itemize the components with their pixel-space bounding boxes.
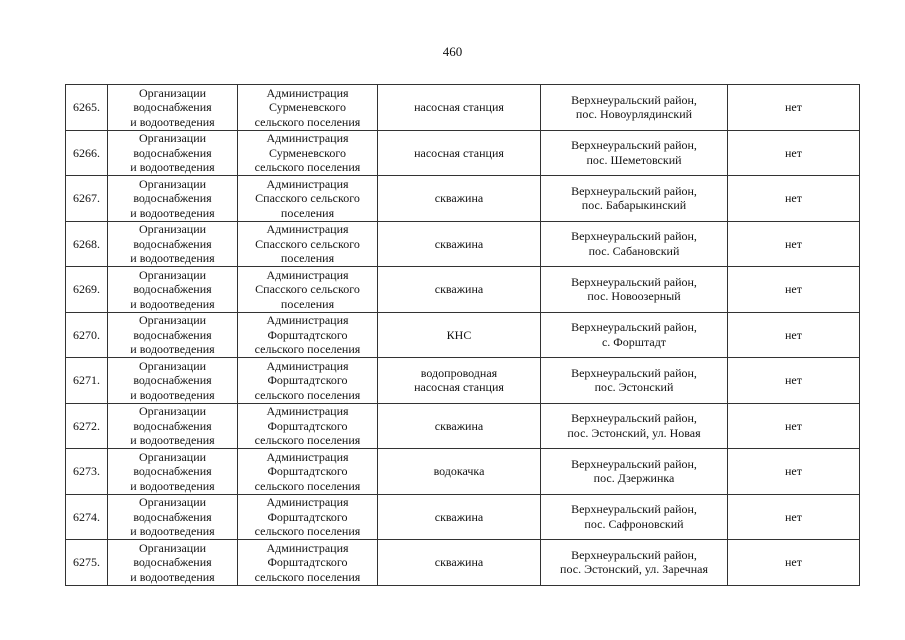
administration-line: Спасского сельского — [255, 191, 360, 205]
facility-type-cell — [378, 176, 541, 222]
organization-type-line: и водоотведения — [130, 387, 215, 402]
status-cell: нет — [728, 130, 860, 176]
location-line: Верхнеуральский район, — [571, 274, 697, 289]
organization-type-line: водоснабжения — [133, 191, 212, 205]
administration-cell — [238, 176, 378, 222]
facility-type-line: насосная станция — [414, 380, 504, 395]
administration-line: Спасского сельского — [255, 282, 360, 296]
facility-type-line: скважина — [434, 191, 484, 205]
organization-type-line: Организации — [138, 222, 207, 236]
organization-type-line: и водоотведения — [130, 433, 215, 447]
location-line: Верхнеуральский район, — [571, 138, 697, 153]
registry-table — [65, 84, 860, 586]
administration-line: Форштадтского — [267, 418, 348, 433]
organization-type-line: и водоотведения — [130, 478, 215, 493]
location-cell — [541, 358, 728, 404]
organization-type-line: водоснабжения — [133, 373, 212, 387]
administration-line: сельского поселения — [254, 478, 361, 493]
administration-line: сельского поселения — [254, 114, 361, 129]
table-row — [66, 130, 860, 176]
table-row — [66, 221, 860, 267]
location-line: Верхнеуральский район, — [571, 456, 697, 471]
location-line: Верхнеуральский район, — [571, 547, 697, 562]
row-number-cell: 6273. — [66, 449, 108, 495]
location-cell — [541, 312, 728, 358]
facility-type-line: насосная станция — [414, 100, 504, 114]
organization-type-cell — [108, 494, 238, 540]
administration-line: сельского поселения — [254, 160, 361, 174]
administration-line: Администрация — [266, 267, 349, 282]
location-cell — [541, 449, 728, 495]
administration-line: Форштадтского — [267, 555, 348, 569]
administration-line: сельского поселения — [254, 569, 361, 584]
location-line: пос. Дзержинка — [593, 471, 675, 486]
location-cell — [541, 176, 728, 222]
location-line: пос. Сафроновский — [584, 516, 684, 531]
location-line: пос. Эстонский, ул. Новая — [567, 425, 701, 440]
location-cell — [541, 403, 728, 449]
organization-type-cell — [108, 312, 238, 358]
organization-type-line: водоснабжения — [133, 282, 212, 296]
organization-type-line: Организации — [138, 449, 207, 464]
location-cell — [541, 267, 728, 313]
organization-type-line: водоснабжения — [133, 145, 212, 160]
administration-line: Администрация — [266, 85, 349, 100]
location-line: пос. Эстонский, ул. Заречная — [560, 562, 708, 577]
administration-line: Спасского сельского — [255, 236, 360, 251]
organization-type-line: и водоотведения — [130, 205, 215, 220]
organization-type-line: водоснабжения — [133, 327, 212, 342]
location-line: Верхнеуральский район, — [571, 229, 697, 244]
organization-type-line: и водоотведения — [130, 342, 215, 356]
location-line: Верхнеуральский район, — [571, 92, 697, 107]
row-number-cell: 6265. — [66, 85, 108, 131]
organization-type-line: Организации — [138, 85, 207, 100]
location-line: Верхнеуральский район, — [571, 502, 697, 517]
location-cell — [541, 494, 728, 540]
administration-line: Администрация — [266, 358, 349, 373]
organization-type-cell — [108, 267, 238, 313]
location-line: пос. Бабарыкинский — [581, 198, 687, 213]
table-row — [66, 449, 860, 495]
table-row — [66, 85, 860, 131]
administration-line: Администрация — [266, 404, 349, 418]
table-row — [66, 267, 860, 313]
facility-type-cell — [378, 494, 541, 540]
organization-type-line: и водоотведения — [130, 569, 215, 584]
row-number-cell: 6267. — [66, 176, 108, 222]
administration-line: Форштадтского — [267, 327, 348, 342]
location-line: пос. Новоурлядинский — [575, 107, 693, 122]
organization-type-line: Организации — [138, 540, 207, 555]
administration-cell — [238, 494, 378, 540]
organization-type-cell — [108, 540, 238, 586]
organization-type-line: Организации — [138, 176, 207, 191]
table-row — [66, 540, 860, 586]
location-line: пос. Шеметовский — [586, 152, 682, 167]
organization-type-line: водоснабжения — [133, 418, 212, 433]
facility-type-cell — [378, 403, 541, 449]
facility-type-line: скважина — [434, 509, 484, 524]
organization-type-cell — [108, 403, 238, 449]
facility-type-line: скважина — [434, 236, 484, 251]
organization-type-line: и водоотведения — [130, 524, 215, 538]
table-row — [66, 358, 860, 404]
administration-line: Сурменевского — [269, 100, 346, 114]
location-cell — [541, 85, 728, 131]
organization-type-line: Организации — [138, 358, 207, 373]
status-cell: нет — [728, 85, 860, 131]
administration-cell — [238, 449, 378, 495]
location-cell — [541, 130, 728, 176]
organization-type-cell — [108, 130, 238, 176]
table-row — [66, 176, 860, 222]
facility-type-line: скважина — [434, 418, 484, 433]
row-number-cell: 6268. — [66, 221, 108, 267]
page-number: 460 — [442, 44, 463, 59]
facility-type-line: скважина — [434, 555, 484, 569]
administration-line: Сурменевского — [269, 145, 346, 160]
administration-line: Форштадтского — [267, 464, 348, 478]
table-row — [66, 494, 860, 540]
location-line: Верхнеуральский район, — [571, 365, 697, 380]
organization-type-line: Организации — [138, 313, 207, 327]
facility-type-cell — [378, 85, 541, 131]
facility-type-cell — [378, 540, 541, 586]
location-line: пос. Эстонский — [594, 380, 674, 395]
organization-type-line: водоснабжения — [133, 509, 212, 524]
facility-type-line: насосная станция — [414, 145, 504, 160]
organization-type-cell — [108, 449, 238, 495]
organization-type-line: и водоотведения — [130, 114, 215, 129]
organization-type-line: Организации — [138, 404, 207, 418]
organization-type-cell — [108, 176, 238, 222]
organization-type-line: водоснабжения — [133, 555, 212, 569]
administration-line: Форштадтского — [267, 509, 348, 524]
facility-type-cell — [378, 267, 541, 313]
status-cell: нет — [728, 176, 860, 222]
facility-type-line: водокачка — [433, 464, 485, 478]
facility-type-line: КНС — [446, 327, 472, 342]
administration-line: Администрация — [266, 222, 349, 236]
facility-type-cell — [378, 449, 541, 495]
facility-type-line: водопроводная — [420, 365, 498, 380]
status-cell: нет — [728, 403, 860, 449]
organization-type-line: Организации — [138, 267, 207, 282]
administration-line: Администрация — [266, 495, 349, 509]
administration-cell — [238, 221, 378, 267]
administration-cell — [238, 312, 378, 358]
status-cell: нет — [728, 221, 860, 267]
administration-cell — [238, 403, 378, 449]
organization-type-line: водоснабжения — [133, 464, 212, 478]
administration-cell — [238, 540, 378, 586]
location-cell — [541, 221, 728, 267]
administration-line: сельского поселения — [254, 342, 361, 356]
administration-line: поселения — [280, 251, 335, 265]
row-number-cell: 6274. — [66, 494, 108, 540]
row-number-cell: 6275. — [66, 540, 108, 586]
location-cell — [541, 540, 728, 586]
facility-type-cell — [378, 312, 541, 358]
row-number-cell: 6266. — [66, 130, 108, 176]
administration-line: Администрация — [266, 449, 349, 464]
administration-cell — [238, 85, 378, 131]
administration-line: Администрация — [266, 131, 349, 145]
row-number-cell: 6270. — [66, 312, 108, 358]
facility-type-cell — [378, 130, 541, 176]
organization-type-line: водоснабжения — [133, 100, 212, 114]
administration-line: поселения — [280, 296, 335, 311]
status-cell: нет — [728, 494, 860, 540]
administration-line: Администрация — [266, 176, 349, 191]
row-number-cell: 6272. — [66, 403, 108, 449]
status-cell: нет — [728, 312, 860, 358]
organization-type-cell — [108, 358, 238, 404]
administration-line: Администрация — [266, 540, 349, 555]
location-line: Верхнеуральский район, — [571, 411, 697, 426]
row-number-cell: 6271. — [66, 358, 108, 404]
administration-line: сельского поселения — [254, 387, 361, 402]
organization-type-line: водоснабжения — [133, 236, 212, 251]
administration-line: сельского поселения — [254, 433, 361, 447]
row-number-cell: 6269. — [66, 267, 108, 313]
location-line: пос. Новоозерный — [587, 289, 681, 304]
location-line: пос. Сабановский — [588, 243, 680, 258]
organization-type-line: Организации — [138, 131, 207, 145]
organization-type-line: и водоотведения — [130, 296, 215, 311]
registry-table-body — [66, 85, 860, 586]
status-cell: нет — [728, 267, 860, 313]
location-line: с. Форштадт — [601, 334, 667, 349]
status-cell: нет — [728, 540, 860, 586]
administration-line: Администрация — [266, 313, 349, 327]
organization-type-line: и водоотведения — [130, 251, 215, 265]
status-cell: нет — [728, 358, 860, 404]
administration-line: Форштадтского — [267, 373, 348, 387]
location-line: Верхнеуральский район, — [571, 183, 697, 198]
location-line: Верхнеуральский район, — [571, 320, 697, 335]
table-row — [66, 312, 860, 358]
organization-type-cell — [108, 85, 238, 131]
administration-cell — [238, 358, 378, 404]
status-cell: нет — [728, 449, 860, 495]
table-row — [66, 403, 860, 449]
facility-type-cell — [378, 221, 541, 267]
administration-cell — [238, 267, 378, 313]
organization-type-line: и водоотведения — [130, 160, 215, 174]
administration-line: поселения — [280, 205, 335, 220]
facility-type-line: скважина — [434, 282, 484, 296]
facility-type-cell — [378, 358, 541, 404]
organization-type-cell — [108, 221, 238, 267]
administration-cell — [238, 130, 378, 176]
organization-type-line: Организации — [138, 495, 207, 509]
administration-line: сельского поселения — [254, 524, 361, 538]
